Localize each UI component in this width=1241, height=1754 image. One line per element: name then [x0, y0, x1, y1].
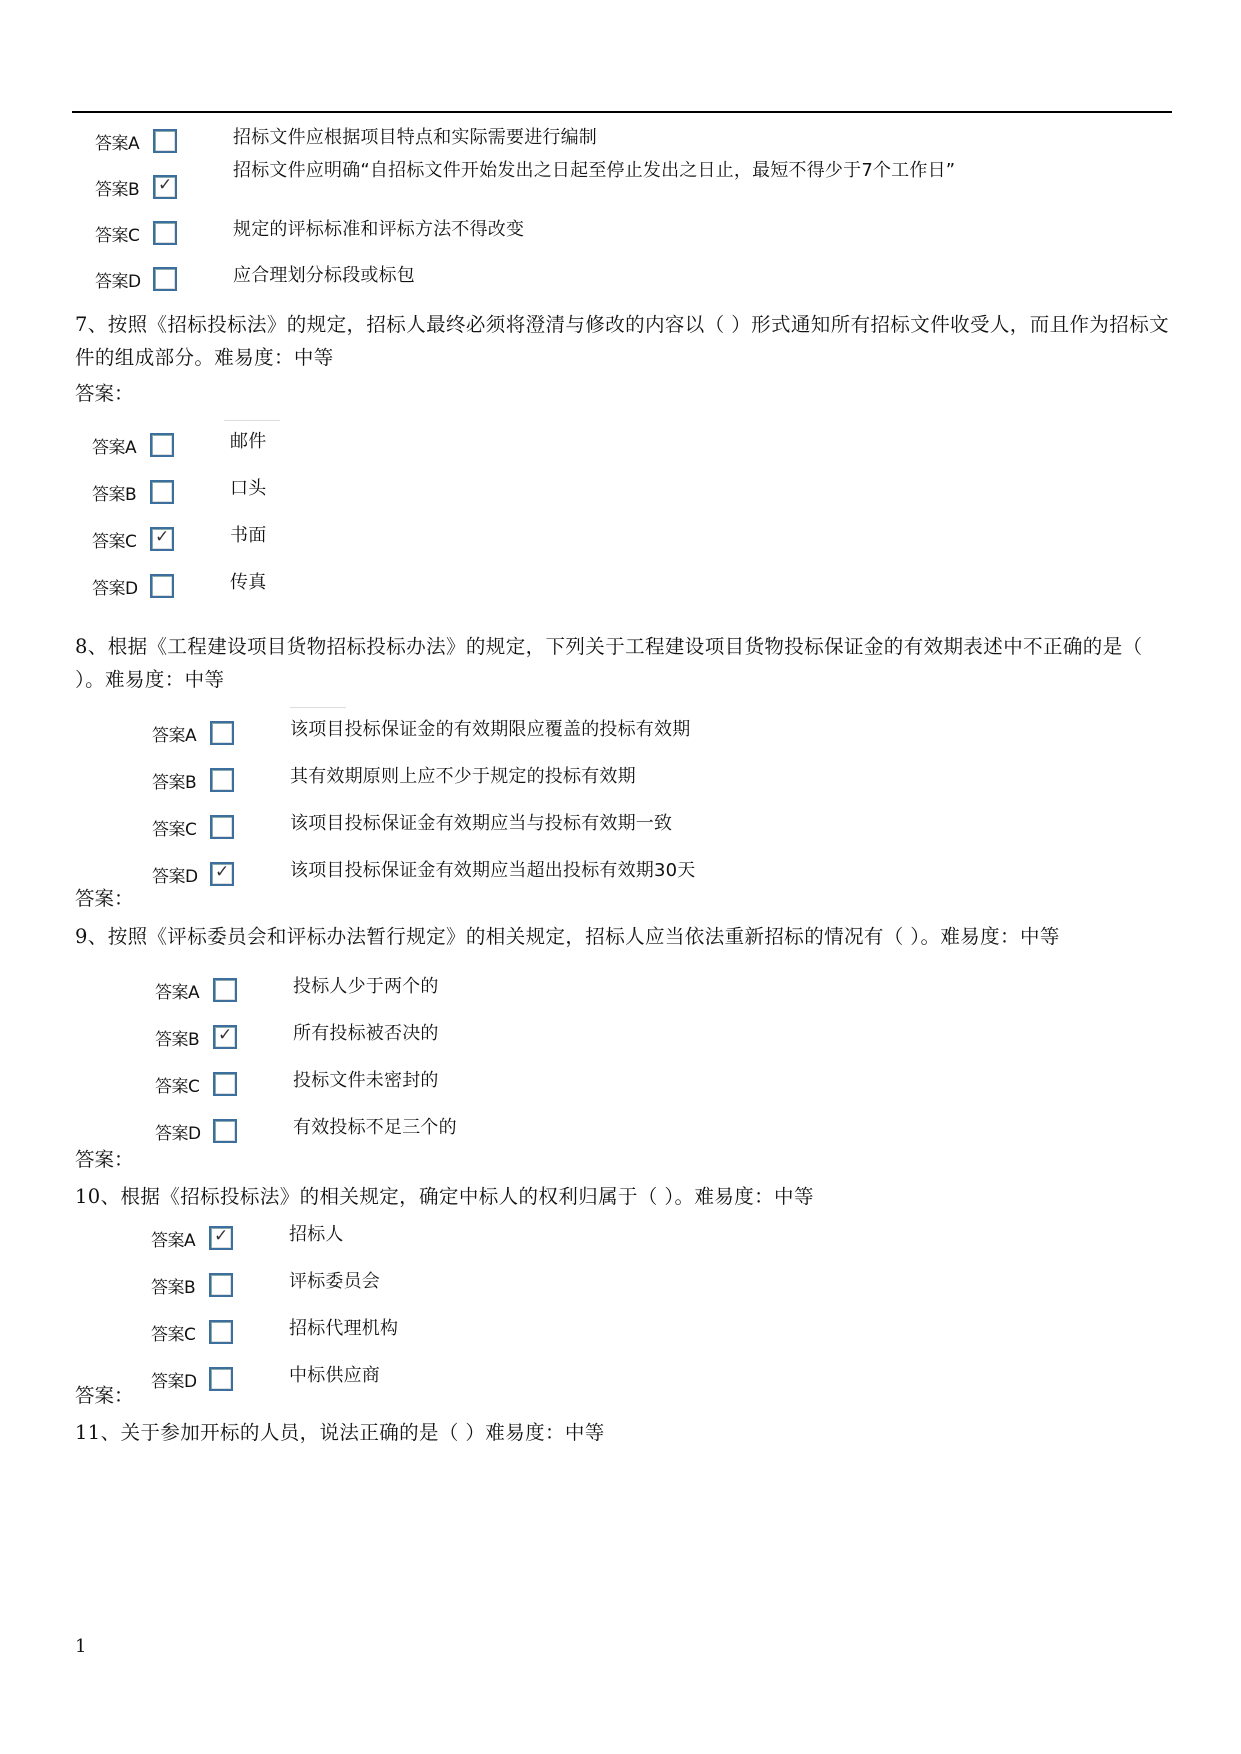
- page-number: 1: [75, 1636, 87, 1657]
- option-text: 该项目投标保证金的有效期限应覆盖的投标有效期: [290, 719, 691, 740]
- checkbox[interactable]: [213, 978, 237, 1002]
- option-label: 答案B: [152, 772, 197, 793]
- q9-option-a: [155, 973, 439, 1007]
- checkbox[interactable]: [153, 175, 177, 199]
- q9-option-c: [155, 1067, 439, 1101]
- q8-option-c: [152, 810, 673, 844]
- checkbox[interactable]: [210, 721, 234, 745]
- option-text: 投标人少于两个的: [293, 976, 439, 997]
- checkbox[interactable]: [209, 1320, 233, 1344]
- q6-option-d: [95, 262, 415, 296]
- question-8-text: 8、根据《工程建设项目货物招标投标办法》的规定，下列关于工程建设项目货物投标保证金的有效期表述中不正确的是（ ）。难易度：中等: [75, 635, 1143, 691]
- q6-option-c: [95, 216, 525, 250]
- checkbox[interactable]: [153, 267, 177, 291]
- header-rule: [72, 111, 1172, 113]
- option-text: 评标委员会: [289, 1271, 380, 1292]
- option-label: 答案D: [95, 271, 141, 292]
- checkbox[interactable]: [150, 433, 174, 457]
- option-label: 答案B: [95, 179, 140, 200]
- q7-option-c: [92, 522, 267, 556]
- option-text: 书面: [230, 525, 267, 546]
- checkbox[interactable]: [210, 815, 234, 839]
- question-8-answer-label: 答案：: [75, 887, 134, 910]
- question-10-text: 10、根据《招标投标法》的相关规定，确定中标人的权利归属于（ ）。难易度：中等: [75, 1185, 814, 1208]
- option-text: 招标文件应根据项目特点和实际需要进行编制: [233, 127, 597, 148]
- option-label: 答案B: [155, 1029, 200, 1050]
- checkbox[interactable]: [210, 862, 234, 886]
- option-text: 招标人: [289, 1224, 344, 1245]
- option-label: 答案A: [152, 725, 197, 746]
- option-label: 答案D: [152, 866, 198, 887]
- option-label: 答案C: [152, 819, 197, 840]
- q7-option-d: [92, 569, 267, 603]
- option-text: 中标供应商: [289, 1365, 380, 1386]
- q10-option-b: [151, 1268, 380, 1302]
- checkbox[interactable]: [213, 1025, 237, 1049]
- checkbox[interactable]: [209, 1273, 233, 1297]
- option-text: 传真: [230, 572, 267, 593]
- q10-option-c: [151, 1315, 399, 1349]
- question-11-text: 11、关于参加开标的人员，说法正确的是（ ）难易度：中等: [75, 1421, 605, 1444]
- option-text: 口头: [230, 478, 267, 499]
- option-label: 答案A: [95, 133, 140, 154]
- checkbox[interactable]: [150, 574, 174, 598]
- option-text: 所有投标被否决的: [293, 1023, 439, 1044]
- q9-option-b: [155, 1020, 439, 1054]
- checkbox[interactable]: [209, 1367, 233, 1391]
- option-label: 答案D: [155, 1123, 201, 1144]
- q10-option-d: [151, 1362, 380, 1396]
- option-text: 其有效期原则上应不少于规定的投标有效期: [290, 766, 636, 787]
- q9-option-d: [155, 1114, 457, 1148]
- option-text: 应合理划分标段或标包: [233, 265, 415, 286]
- option-label: 答案C: [151, 1324, 196, 1345]
- option-text: 投标文件未密封的: [293, 1070, 439, 1091]
- checkbox[interactable]: [213, 1119, 237, 1143]
- q10-option-a: [151, 1221, 344, 1255]
- option-label: 答案C: [155, 1076, 200, 1097]
- checkbox[interactable]: [213, 1072, 237, 1096]
- option-text: 招标代理机构: [289, 1318, 399, 1339]
- option-text: 规定的评标标准和评标方法不得改变: [233, 219, 525, 240]
- option-label: 答案D: [92, 578, 138, 599]
- option-label: 答案A: [92, 437, 137, 458]
- option-label: 答案A: [155, 982, 200, 1003]
- question-9-answer-label: 答案：: [75, 1148, 134, 1171]
- option-label: 答案A: [151, 1230, 196, 1251]
- option-label: 答案C: [95, 225, 140, 246]
- q8-option-a: [152, 716, 691, 750]
- checkbox[interactable]: [210, 768, 234, 792]
- divider: [224, 420, 280, 421]
- option-label: 答案B: [151, 1277, 196, 1298]
- q8-option-b: [152, 763, 636, 797]
- question-7-answer-label: 答案：: [75, 382, 134, 405]
- question-7-text: 7、按照《招标投标法》的规定，招标人最终必须将澄清与修改的内容以（ ）形式通知所有招标文件收受人，而且作为招标文件的组成部分。难易度：中等: [75, 313, 1170, 369]
- checkbox[interactable]: [153, 129, 177, 153]
- checkbox[interactable]: [150, 527, 174, 551]
- q6-option-b: [95, 160, 956, 204]
- q7-option-a: [92, 428, 267, 462]
- option-text: 有效投标不足三个的: [293, 1117, 457, 1138]
- option-text: 邮件: [230, 431, 267, 452]
- q8-option-d: [152, 857, 696, 891]
- divider: [290, 707, 346, 708]
- checkbox[interactable]: [209, 1226, 233, 1250]
- question-10-answer-label: 答案：: [75, 1384, 134, 1407]
- option-label: 答案B: [92, 484, 137, 505]
- option-label: 答案D: [151, 1371, 197, 1392]
- checkbox[interactable]: [150, 480, 174, 504]
- option-text: 招标文件应明确“自招标文件开始发出之日起至停止发出之日止，最短不得少于7个工作日”: [233, 160, 956, 181]
- checkbox[interactable]: [153, 221, 177, 245]
- q6-option-a: [95, 124, 597, 158]
- option-label: 答案C: [92, 531, 137, 552]
- option-text: 该项目投标保证金有效期应当与投标有效期一致: [290, 813, 673, 834]
- q7-option-b: [92, 475, 267, 509]
- question-9-text: 9、按照《评标委员会和评标办法暂行规定》的相关规定，招标人应当依法重新招标的情况有（ ）。难易度：中等: [75, 925, 1060, 948]
- option-text: 该项目投标保证金有效期应当超出投标有效期30天: [290, 860, 696, 881]
